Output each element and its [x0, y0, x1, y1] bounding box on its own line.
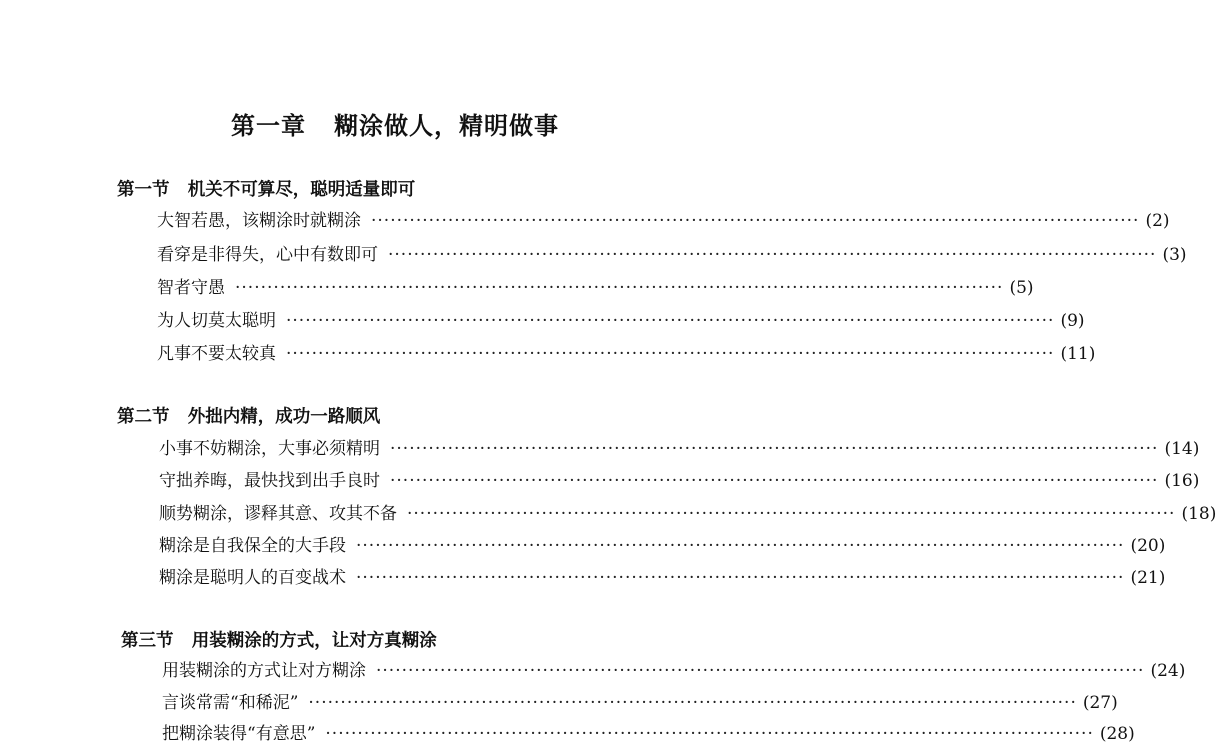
- entry-title: 为人切莫太聪明: [157, 311, 276, 331]
- leader-dots: ························································································································: [356, 536, 1125, 556]
- leader-dots: ························································································································: [356, 568, 1125, 588]
- leader-dots: ························································································································: [388, 245, 1157, 265]
- entry-page: (20): [1130, 536, 1166, 556]
- toc-entry[interactable]: [159, 563, 1166, 589]
- entry-title: 顺势糊涂，谬释其意、攻其不备: [159, 504, 397, 524]
- entry-page: (16): [1164, 471, 1200, 491]
- toc-entry[interactable]: [159, 499, 1216, 525]
- toc-entry[interactable]: [157, 240, 1187, 266]
- entry-title: 大智若愚，该糊涂时就糊涂: [157, 211, 361, 231]
- section-heading-3: 第三节 用装糊涂的方式，让对方真糊涂: [121, 631, 437, 651]
- entry-page: (2): [1145, 211, 1170, 231]
- entry-title: 守拙养晦，最快找到出手良时: [159, 471, 380, 491]
- entry-page: (21): [1130, 568, 1166, 588]
- leader-dots: ························································································································: [286, 311, 1055, 331]
- toc-entry[interactable]: [157, 339, 1096, 365]
- entry-page: (28): [1099, 724, 1135, 744]
- section-heading-2: 第二节 外拙内精，成功一路顺风: [117, 407, 381, 427]
- chapter-title: 第一章 糊涂做人，精明做事: [230, 112, 560, 140]
- entry-title: 糊涂是自我保全的大手段: [159, 536, 346, 556]
- toc-entry[interactable]: [162, 688, 1118, 714]
- leader-dots: ························································································································: [390, 439, 1159, 459]
- leader-dots: ························································································································: [390, 471, 1159, 491]
- entry-page: (24): [1150, 661, 1186, 681]
- entry-title: 智者守愚: [157, 278, 225, 298]
- entry-title: 凡事不要太较真: [157, 344, 276, 364]
- entry-title: 言谈常需“和稀泥”: [162, 693, 299, 713]
- toc-entry[interactable]: [159, 466, 1200, 492]
- entry-title: 用装糊涂的方式让对方糊涂: [162, 661, 366, 681]
- leader-dots: ························································································································: [308, 693, 1077, 713]
- entry-title: 把糊涂装得“有意思”: [162, 724, 316, 744]
- leader-dots: ························································································································: [286, 344, 1055, 364]
- leader-dots: ························································································································: [371, 211, 1140, 231]
- leader-dots: ························································································································: [325, 724, 1094, 744]
- entry-page: (3): [1162, 245, 1187, 265]
- toc-entry[interactable]: [162, 719, 1135, 745]
- leader-dots: ························································································································: [235, 278, 1004, 298]
- toc-entry[interactable]: [157, 306, 1085, 332]
- entry-page: (18): [1181, 504, 1216, 524]
- toc-entry[interactable]: [159, 434, 1200, 460]
- entry-title: 看穿是非得失，心中有数即可: [157, 245, 378, 265]
- leader-dots: ························································································································: [376, 661, 1145, 681]
- entry-title: 小事不妨糊涂，大事必须精明: [159, 439, 380, 459]
- section-heading-1: 第一节 机关不可算尽，聪明适量即可: [117, 180, 416, 200]
- entry-page: (27): [1082, 693, 1118, 713]
- toc-entry[interactable]: [157, 273, 1034, 299]
- toc-entry[interactable]: [157, 206, 1170, 232]
- entry-page: (14): [1164, 439, 1200, 459]
- entry-page: (5): [1009, 278, 1034, 298]
- leader-dots: ························································································································: [407, 504, 1176, 524]
- entry-page: (9): [1060, 311, 1085, 331]
- entry-page: (11): [1060, 344, 1096, 364]
- toc-entry[interactable]: [162, 656, 1186, 682]
- entry-title: 糊涂是聪明人的百变战术: [159, 568, 346, 588]
- toc-entry[interactable]: [159, 531, 1166, 557]
